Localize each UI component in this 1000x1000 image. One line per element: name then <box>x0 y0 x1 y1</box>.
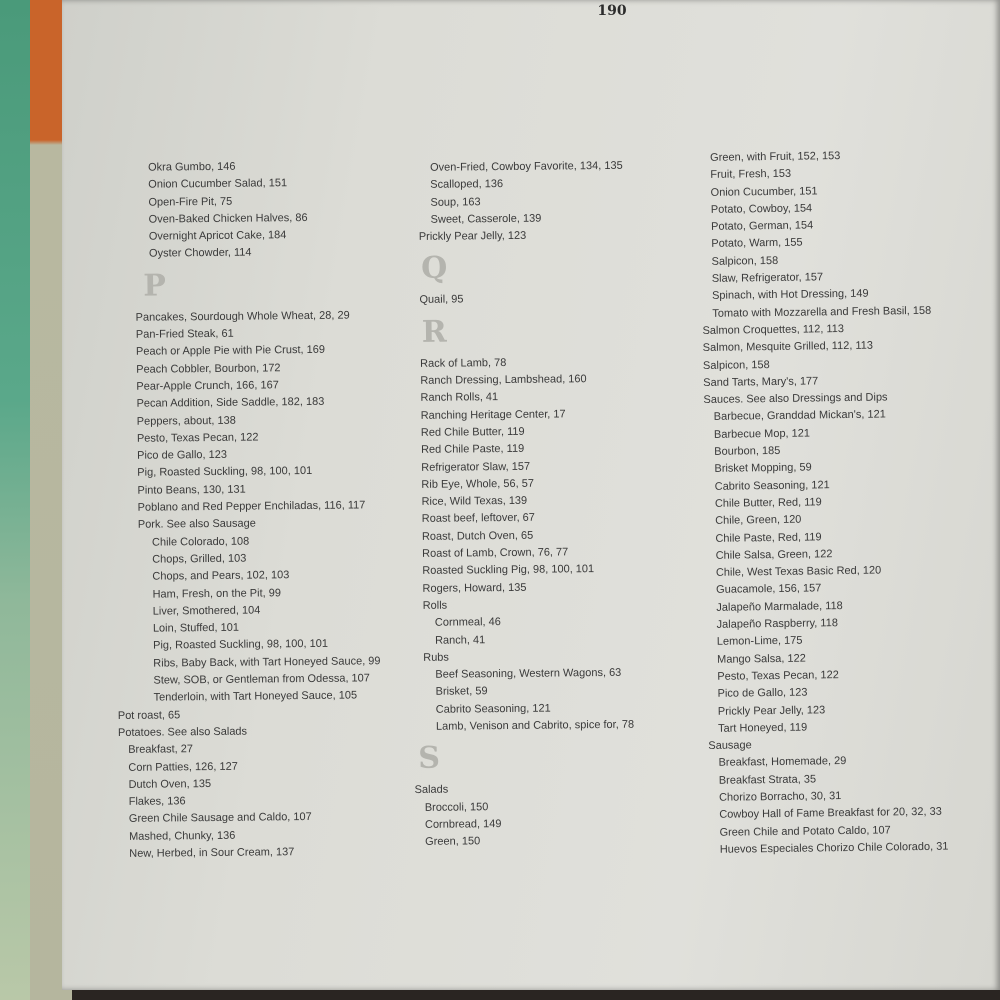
index-entry: Rice, Wild Texas, 139 <box>421 494 528 509</box>
index-subentry: Green, with Fruit, 152, 153 <box>710 150 841 164</box>
index-subentry: Mango Salsa, 122 <box>717 652 806 666</box>
section-letter-s: S <box>418 741 441 777</box>
index-subentry: Cabrito Seasoning, 121 <box>714 478 830 493</box>
index-subentry: Cowboy Hall of Fame Breakfast for 20, 32, 33 <box>719 805 942 822</box>
index-entry: Open-Fire Pit, 75 <box>148 195 233 209</box>
index-subentry: Barbecue Mop, 121 <box>713 427 811 441</box>
index-entry: Ranch Dressing, Lambshead, 160 <box>420 373 587 387</box>
index-column-2 <box>408 158 635 852</box>
index-entry: Peppers, about, 138 <box>136 414 236 428</box>
index-entry: Pesto, Texas Pecan, 122 <box>136 431 259 445</box>
index-entry: Okra Gumbo, 146 <box>148 160 236 174</box>
index-entry: Peach Cobbler, Bourbon, 172 <box>136 361 281 376</box>
index-entry: Roast of Lamb, Crown, 76, 77 <box>422 546 569 560</box>
index-entry: Salmon Croquettes, 112, 113 <box>702 322 845 337</box>
index-subentry: Breakfast, Homemade, 29 <box>718 755 847 770</box>
index-entry: Quail, 95 <box>419 293 464 307</box>
index-subentry: Beef Seasoning, Western Wagons, 63 <box>435 666 622 681</box>
index-entry: Overnight Apricot Cake, 184 <box>148 229 287 243</box>
index-subentry: Breakfast Strata, 35 <box>718 773 817 787</box>
index-subentry: Tomato with Mozzarella and Fresh Basil, 158 <box>712 304 932 320</box>
index-subentry: Green Chile and Potato Caldo, 107 <box>719 823 891 839</box>
index-subentry: Chops, Grilled, 103 <box>152 552 247 566</box>
index-entry: Poblano and Red Pepper Enchiladas, 116, 117 <box>137 499 366 514</box>
index-entry: Salmon, Mesquite Grilled, 112, 113 <box>702 339 874 355</box>
index-subentry: Ranch, 41 <box>434 633 486 647</box>
index-subentry: Green, 150 <box>425 835 481 849</box>
index-entry: Pico de Gallo, 123 <box>137 448 228 462</box>
index-subentry: Chile Colorado, 108 <box>151 535 250 549</box>
index-entry: Pork. See also Sausage <box>137 517 256 532</box>
index-subentry: Chile Salsa, Green, 122 <box>715 548 833 562</box>
index-subentry: Tart Honeyed, 119 <box>717 721 808 735</box>
index-subentry: Soup, 163 <box>430 195 481 209</box>
index-subentry: Prickly Pear Jelly, 123 <box>717 703 826 718</box>
index-entry: Pinto Beans, 130, 131 <box>137 483 246 497</box>
index-entry: Refrigerator Slaw, 157 <box>421 460 531 474</box>
index-subentry: Tenderloin, with Tart Honeyed Sauce, 105 <box>153 689 358 704</box>
index-entry: Sausage <box>708 739 752 753</box>
index-entry: Salads <box>414 783 449 797</box>
index-subentry: Brisket Mopping, 59 <box>714 461 812 476</box>
index-subentry: Potato, Warm, 155 <box>711 237 803 251</box>
index-subentry: Guacamole, 156, 157 <box>716 582 822 597</box>
index-subentry: Flakes, 136 <box>128 795 186 808</box>
index-subentry: Potato, German, 154 <box>710 219 814 234</box>
index-subentry: Broccoli, 150 <box>424 800 489 814</box>
index-subentry: Pesto, Texas Pecan, 122 <box>717 669 839 683</box>
index-entry: Rubs <box>423 651 449 664</box>
index-subentry: Barbecue, Granddad Mickan's, 121 <box>713 408 886 424</box>
index-entry: Salpicon, 158 <box>702 358 770 372</box>
index-subentry: Lemon-Lime, 175 <box>716 634 803 649</box>
index-subentry: Huevos Especiales Chorizo Chile Colorado, 31 <box>719 840 949 856</box>
index-entry: Ranch Rolls, 41 <box>420 391 499 405</box>
index-subentry: Ham, Fresh, on the Pit, 99 <box>152 586 281 601</box>
index-subentry: Fruit, Fresh, 153 <box>710 168 792 182</box>
index-subentry: Stew, SOB, or Gentleman from Odessa, 107 <box>153 672 370 687</box>
index-subentry: Ribs, Baby Back, with Tart Honeyed Sauce, 99 <box>153 654 381 670</box>
index-subentry: Chile Paste, Red, 119 <box>715 530 822 545</box>
index-subentry: Corn Patties, 126, 127 <box>128 760 238 774</box>
index-subentry: Salpicon, 158 <box>711 254 779 268</box>
index-subentry: Potato, Cowboy, 154 <box>710 202 813 216</box>
index-subentry: Mashed, Chunky, 136 <box>129 829 236 843</box>
index-entry: Oyster Chowder, 114 <box>148 247 252 261</box>
index-subentry: Chops, and Pears, 102, 103 <box>152 569 290 583</box>
index-subentry: Scalloped, 136 <box>430 178 504 192</box>
index-subentry: Bourbon, 185 <box>714 444 781 458</box>
index-entry: Peach or Apple Pie with Pie Crust, 169 <box>135 344 326 359</box>
index-entry: Pan-Fried Steak, 61 <box>135 327 234 341</box>
index-entry: Rolls <box>422 599 448 612</box>
index-subentry: Spinach, with Hot Dressing, 149 <box>711 288 869 303</box>
index-subentry: Lamb, Venison and Cabrito, spice for, 78 <box>435 718 635 733</box>
index-entry: Ranching Heritage Center, 17 <box>420 408 566 422</box>
index-entry: Prickly Pear Jelly, 123 <box>418 229 527 244</box>
index-subentry: Cabrito Seasoning, 121 <box>435 702 551 716</box>
index-subentry: Dutch Oven, 135 <box>128 777 212 791</box>
section-letter-q: Q <box>420 251 448 287</box>
index-entry: Onion Cucumber Salad, 151 <box>148 177 288 191</box>
index-entry: Roast beef, leftover, 67 <box>421 512 535 526</box>
index-entry: Pig, Roasted Suckling, 98, 100, 101 <box>137 465 313 480</box>
page-number: 190 <box>597 3 627 19</box>
index-entry: Oven-Baked Chicken Halves, 86 <box>148 211 308 226</box>
index-entry: Sand Tarts, Mary's, 177 <box>703 375 819 389</box>
index-entry: Pear-Apple Crunch, 166, 167 <box>136 379 279 393</box>
index-subentry: Chile Butter, Red, 119 <box>714 496 822 510</box>
index-entry: Rogers, Howard, 135 <box>422 581 527 595</box>
index-subentry: Sweet, Casserole, 139 <box>430 212 542 226</box>
index-entry: Sauces. See also Dressings and Dips <box>703 391 888 407</box>
index-entry: Pecan Addition, Side Saddle, 182, 183 <box>136 396 325 411</box>
index-subentry: Liver, Smothered, 104 <box>152 604 261 618</box>
index-subentry: Onion Cucumber, 151 <box>710 184 818 199</box>
index-subentry: Chile, West Texas Basic Red, 120 <box>715 564 882 579</box>
index-subentry: Cornmeal, 46 <box>434 616 501 629</box>
index-subentry: New, Herbed, in Sour Cream, 137 <box>129 846 295 860</box>
index-entry: Pancakes, Sourdough Whole Wheat, 28, 29 <box>135 309 350 324</box>
index-entry: Roasted Suckling Pig, 98, 100, 101 <box>422 563 595 578</box>
index-subentry: Green Chile Sausage and Caldo, 107 <box>128 811 312 826</box>
index-entry: Rack of Lamb, 78 <box>420 356 507 370</box>
index-subentry: Chorizo Borracho, 30, 31 <box>718 790 842 804</box>
index-subentry: Pig, Roasted Suckling, 98, 100, 101 <box>153 638 329 653</box>
index-subentry: Chile, Green, 120 <box>715 513 802 528</box>
index-entry: Red Chile Butter, 119 <box>420 425 525 439</box>
index-subentry: Brisket, 59 <box>435 685 488 699</box>
index-column-3 <box>700 147 949 859</box>
index-subentry: Breakfast, 27 <box>128 743 194 757</box>
section-letter-r: R <box>421 314 447 350</box>
section-letter-p: P <box>143 268 167 304</box>
index-subentry: Loin, Stuffed, 101 <box>152 621 240 635</box>
index-entry: Rib Eye, Whole, 56, 57 <box>421 477 534 491</box>
index-entry: Red Chile Paste, 119 <box>420 443 525 457</box>
index-column-1 <box>112 157 383 863</box>
index-subentry: Jalapeño Marmalade, 118 <box>716 599 843 614</box>
index-entry: Potatoes. See also Salads <box>117 725 248 739</box>
index-entry: Pot roast, 65 <box>117 708 181 722</box>
index-subentry: Slaw, Refrigerator, 157 <box>711 271 824 285</box>
index-subentry: Jalapeño Raspberry, 118 <box>716 617 838 631</box>
index-entry: Roast, Dutch Oven, 65 <box>421 529 534 543</box>
index-subentry: Oven-Fried, Cowboy Favorite, 134, 135 <box>430 159 623 174</box>
index-subentry: Pico de Gallo, 123 <box>717 686 808 701</box>
index-subentry: Cornbread, 149 <box>424 817 502 831</box>
